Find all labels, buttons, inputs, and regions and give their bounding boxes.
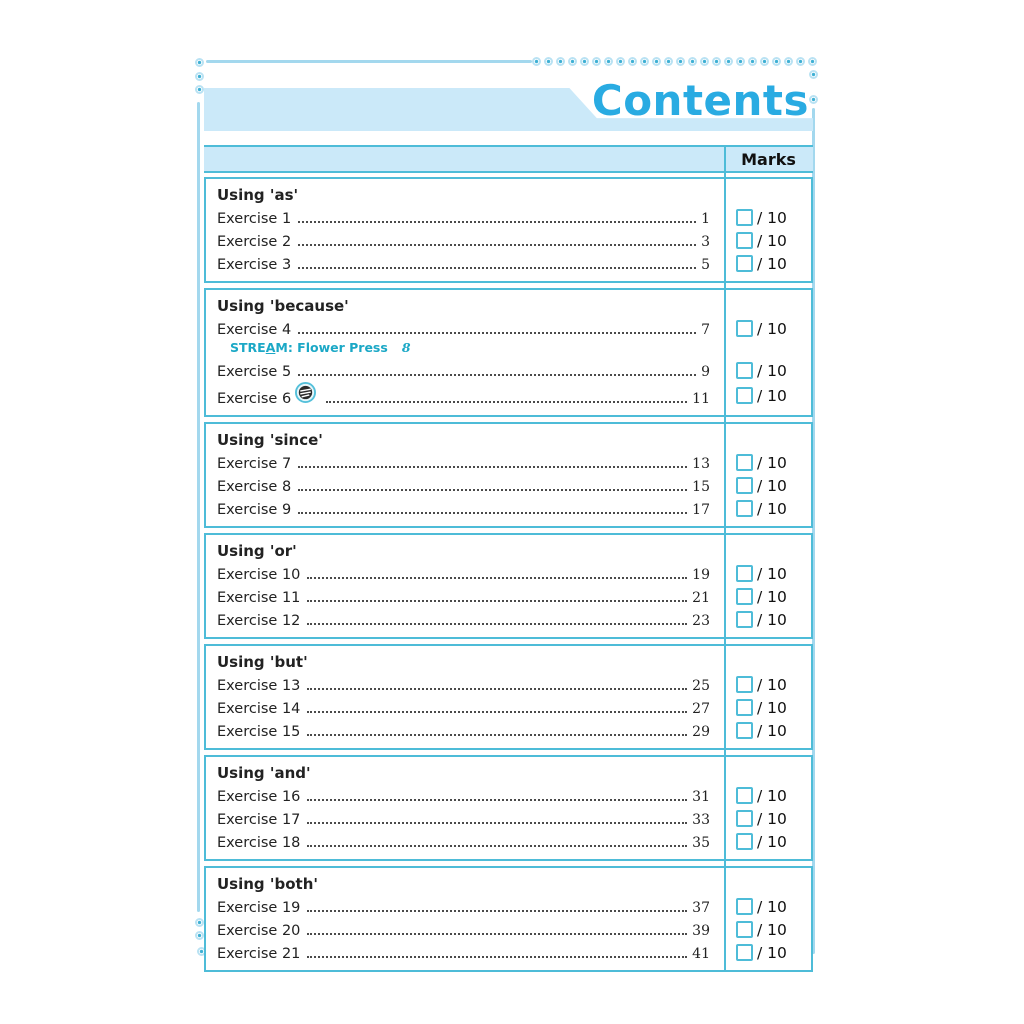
section-heading: Using 'but': [217, 653, 308, 671]
border-dots: [532, 57, 817, 66]
marks-checkbox[interactable]: [736, 477, 753, 494]
exercise-label: Exercise 13: [217, 678, 301, 694]
toc-section: [204, 422, 813, 528]
marks-denominator: / 10: [757, 721, 787, 740]
exercise-content: [206, 608, 722, 631]
marks-cell: [722, 918, 811, 941]
section-heading-row: [206, 871, 811, 895]
border-dots: [195, 58, 204, 94]
section-heading-cell: [206, 427, 722, 451]
marks-denominator: / 10: [757, 361, 787, 380]
marks-denominator: / 10: [757, 453, 787, 472]
exercise-row: [206, 497, 811, 520]
border-dot: [628, 57, 637, 66]
section-heading-cell: [206, 871, 722, 895]
marks-denominator: / 10: [757, 809, 787, 828]
marks-denominator: / 10: [757, 587, 787, 606]
page-number: 39: [692, 923, 710, 939]
dotted-leader: [307, 623, 687, 625]
border-dot: [640, 57, 649, 66]
section-heading: Using 'and': [217, 764, 311, 782]
border-dot: [748, 57, 757, 66]
marks-cell: [722, 830, 811, 853]
dotted-leader: [298, 374, 696, 376]
dotted-leader: [307, 910, 687, 912]
exercise-row: [206, 784, 811, 807]
border-dot: [592, 57, 601, 66]
dotted-leader: [307, 822, 687, 824]
exercise-label: Exercise 12: [217, 613, 301, 629]
stream-note-suffix: M: Flower Press: [275, 340, 388, 355]
marks-checkbox[interactable]: [736, 787, 753, 804]
exercise-row: [206, 673, 811, 696]
exercise-row: [206, 206, 811, 229]
marks-cell-empty: [722, 871, 811, 895]
exercise-content: [206, 206, 722, 229]
marks-cell-empty: [722, 649, 811, 673]
marks-header-row: [204, 145, 813, 173]
exercise-content: [206, 941, 722, 964]
marks-checkbox[interactable]: [736, 699, 753, 716]
marks-checkbox[interactable]: [736, 611, 753, 628]
page-number: 13: [692, 456, 710, 472]
marks-cell-empty: [722, 538, 811, 562]
exercise-row: [206, 807, 811, 830]
exercise-row: [206, 474, 811, 497]
marks-cell: [722, 807, 811, 830]
marks-header: Marks: [741, 149, 796, 169]
border-dot: [195, 72, 204, 81]
dotted-leader: [307, 933, 687, 935]
toc-section: [204, 866, 813, 972]
exercise-label: Exercise 5: [217, 364, 292, 380]
section-heading-cell: [206, 293, 722, 317]
exercise-content: [206, 562, 722, 585]
marks-cell: [722, 673, 811, 696]
frame-line: [206, 60, 532, 63]
exercise-label: Exercise 21: [217, 946, 301, 962]
dotted-leader: [298, 332, 696, 334]
exercise-content: [206, 784, 722, 807]
section-heading-cell: [206, 182, 722, 206]
marks-cell: [722, 229, 811, 252]
section-heading: Using 'as': [217, 186, 299, 204]
section-heading-row: [206, 538, 811, 562]
page-number: 25: [692, 678, 710, 694]
exercise-label: Exercise 15: [217, 724, 301, 740]
frame-line: [197, 102, 200, 912]
exercise-content: [206, 719, 722, 742]
marks-denominator: / 10: [757, 610, 787, 629]
marks-denominator: / 10: [757, 319, 787, 338]
border-dot: [688, 57, 697, 66]
exercise-content: [206, 895, 722, 918]
marks-checkbox[interactable]: [736, 810, 753, 827]
exercise-row: [206, 229, 811, 252]
exercise-row: [206, 918, 811, 941]
exercise-content: [206, 317, 722, 340]
section-heading: Using 'since': [217, 431, 323, 449]
section-heading: Using 'because': [217, 297, 349, 315]
border-dot: [664, 57, 673, 66]
border-dot: [736, 57, 745, 66]
toc-section: [204, 177, 813, 283]
border-dot: [712, 57, 721, 66]
dotted-leader: [307, 711, 687, 713]
border-dot: [532, 57, 541, 66]
marks-denominator: / 10: [757, 231, 787, 250]
toc-section: [204, 533, 813, 639]
page-number: 3: [701, 234, 710, 250]
section-heading-row: [206, 293, 811, 317]
marks-denominator: / 10: [757, 832, 787, 851]
border-dot: [652, 57, 661, 66]
border-dot: [195, 85, 204, 94]
border-dot: [809, 70, 818, 79]
marks-cell-empty: [722, 293, 811, 317]
exercise-content: [206, 474, 722, 497]
border-dot: [556, 57, 565, 66]
exercise-label: Exercise 8: [217, 479, 292, 495]
border-dot: [568, 57, 577, 66]
marks-cell: [722, 451, 811, 474]
stream-note-content: [206, 340, 722, 359]
marks-cell: [722, 784, 811, 807]
marks-cell-empty: [722, 182, 811, 206]
dotted-leader: [298, 267, 696, 269]
border-dot: [616, 57, 625, 66]
page-number: 27: [692, 701, 710, 717]
page-number: 1: [701, 211, 710, 227]
marks-checkbox[interactable]: [736, 209, 753, 226]
marks-checkbox[interactable]: [736, 454, 753, 471]
marks-cell: [722, 895, 811, 918]
page-number: 5: [701, 257, 710, 273]
marks-checkbox[interactable]: [736, 500, 753, 517]
marks-checkbox[interactable]: [736, 833, 753, 850]
section-heading-row: [206, 427, 811, 451]
border-dot: [808, 57, 817, 66]
page-number: 17: [692, 502, 710, 518]
border-dot: [784, 57, 793, 66]
exercise-content: [206, 451, 722, 474]
marks-cell: [722, 359, 811, 382]
dotted-leader: [307, 600, 687, 602]
marks-column-divider: [724, 145, 726, 972]
page-number: 29: [692, 724, 710, 740]
border-dot: [796, 57, 805, 66]
exercise-row: [206, 382, 811, 409]
toc-sections: [204, 177, 813, 972]
marks-cell: [722, 206, 811, 229]
exercise-label: Exercise 14: [217, 701, 301, 717]
exercise-label: Exercise 17: [217, 812, 301, 828]
exercise-label: Exercise 19: [217, 900, 301, 916]
exercise-row: [206, 608, 811, 631]
exercise-content: [206, 918, 722, 941]
marks-cell: [722, 608, 811, 631]
dotted-leader: [298, 244, 696, 246]
exercise-label: Exercise 3: [217, 257, 292, 273]
page-number: 23: [692, 613, 710, 629]
marks-denominator: / 10: [757, 476, 787, 495]
stamp-icon: [295, 382, 316, 407]
marks-denominator: / 10: [757, 920, 787, 939]
marks-checkbox[interactable]: [736, 387, 753, 404]
marks-cell: [722, 585, 811, 608]
marks-cell: [722, 941, 811, 964]
marks-cell-empty: [722, 340, 811, 359]
stream-note-underlined-letter: A: [265, 340, 276, 355]
marks-cell-empty: [722, 760, 811, 784]
page-number: 7: [701, 322, 710, 338]
section-heading-row: [206, 760, 811, 784]
page-number: 15: [692, 479, 710, 495]
page-number: 41: [692, 946, 710, 962]
contents-table: [204, 145, 813, 972]
exercise-label: Exercise 18: [217, 835, 301, 851]
exercise-content: [206, 673, 722, 696]
exercise-content: [206, 807, 722, 830]
dotted-leader: [307, 845, 687, 847]
section-heading: Using 'both': [217, 875, 318, 893]
stream-note-prefix: STRE: [230, 340, 266, 355]
section-heading: Using 'or': [217, 542, 297, 560]
marks-cell: [722, 696, 811, 719]
marks-denominator: / 10: [757, 897, 787, 916]
page-number: 11: [692, 391, 710, 407]
dotted-leader: [298, 221, 696, 223]
marks-cell: [722, 317, 811, 340]
marks-cell: [722, 719, 811, 742]
marks-denominator: / 10: [757, 564, 787, 583]
border-dot: [604, 57, 613, 66]
exercise-content: [206, 252, 722, 275]
marks-cell: [722, 252, 811, 275]
marks-denominator: / 10: [757, 698, 787, 717]
exercise-content: [206, 585, 722, 608]
exercise-row: [206, 252, 811, 275]
exercise-label: Exercise 20: [217, 923, 301, 939]
exercise-content: [206, 359, 722, 382]
stream-note-row: [206, 340, 811, 359]
border-dot: [700, 57, 709, 66]
dotted-leader: [307, 734, 687, 736]
exercise-label: Exercise 2: [217, 234, 292, 250]
border-dot: [724, 57, 733, 66]
border-dot: [195, 918, 204, 927]
marks-checkbox[interactable]: [736, 944, 753, 961]
marks-checkbox[interactable]: [736, 232, 753, 249]
marks-denominator: / 10: [757, 254, 787, 273]
exercise-label: Exercise 6: [217, 391, 292, 407]
marks-cell: [722, 474, 811, 497]
exercise-row: [206, 941, 811, 964]
marks-denominator: / 10: [757, 943, 787, 962]
dotted-leader: [326, 401, 687, 403]
border-dot: [544, 57, 553, 66]
dotted-leader: [298, 489, 687, 491]
toc-section: [204, 288, 813, 417]
marks-checkbox[interactable]: [736, 676, 753, 693]
border-dot: [195, 931, 204, 940]
sheet: [204, 76, 813, 972]
exercise-label: Exercise 9: [217, 502, 292, 518]
page-number: 35: [692, 835, 710, 851]
dotted-leader: [307, 688, 687, 690]
page-number: 19: [692, 567, 710, 583]
exercise-row: [206, 359, 811, 382]
dotted-leader: [298, 512, 687, 514]
exercise-label: Exercise 4: [217, 322, 292, 338]
marks-checkbox[interactable]: [736, 320, 753, 337]
toc-section: [204, 755, 813, 861]
exercise-content: [206, 497, 722, 520]
section-heading-cell: [206, 649, 722, 673]
border-dot: [676, 57, 685, 66]
marks-checkbox[interactable]: [736, 255, 753, 272]
page-number: 9: [701, 364, 710, 380]
section-heading-row: [206, 649, 811, 673]
border-dot: [195, 58, 204, 67]
exercise-row: [206, 451, 811, 474]
page-title: Contents: [591, 76, 809, 125]
dotted-leader: [307, 799, 687, 801]
toc-section: [204, 644, 813, 750]
exercise-content: [206, 229, 722, 252]
stream-note: [217, 340, 411, 355]
marks-denominator: / 10: [757, 386, 787, 405]
marks-header-spacer: [204, 147, 724, 171]
exercise-row: [206, 830, 811, 853]
exercise-row: [206, 585, 811, 608]
marks-cell: [722, 562, 811, 585]
exercise-row: [206, 317, 811, 340]
exercise-label: Exercise 1: [217, 211, 292, 227]
marks-denominator: / 10: [757, 786, 787, 805]
exercise-row: [206, 696, 811, 719]
border-dot: [772, 57, 781, 66]
dotted-leader: [307, 956, 687, 958]
marks-checkbox[interactable]: [736, 921, 753, 938]
exercise-row: [206, 719, 811, 742]
dotted-leader: [307, 577, 687, 579]
border-dot: [760, 57, 769, 66]
exercise-label: Exercise 11: [217, 590, 301, 606]
marks-cell-empty: [722, 427, 811, 451]
marks-checkbox[interactable]: [736, 898, 753, 915]
marks-checkbox[interactable]: [736, 722, 753, 739]
stream-note-page: 8: [401, 340, 411, 355]
page-number: 31: [692, 789, 710, 805]
border-dot: [580, 57, 589, 66]
section-heading-row: [206, 182, 811, 206]
exercise-content: [206, 382, 722, 409]
section-heading-cell: [206, 538, 722, 562]
page-number: 21: [692, 590, 710, 606]
marks-cell: [722, 497, 811, 520]
marks-denominator: / 10: [757, 675, 787, 694]
marks-checkbox[interactable]: [736, 565, 753, 582]
exercise-row: [206, 562, 811, 585]
exercise-label: Exercise 10: [217, 567, 301, 583]
section-heading-cell: [206, 760, 722, 784]
exercise-label: Exercise 7: [217, 456, 292, 472]
exercise-content: [206, 830, 722, 853]
page-number: 37: [692, 900, 710, 916]
exercise-label: Exercise 16: [217, 789, 301, 805]
exercise-content: [206, 696, 722, 719]
marks-checkbox[interactable]: [736, 588, 753, 605]
page-number: 33: [692, 812, 710, 828]
marks-denominator: / 10: [757, 499, 787, 518]
dotted-leader: [298, 466, 687, 468]
exercise-row: [206, 895, 811, 918]
marks-cell: [722, 382, 811, 409]
border-dots: [195, 918, 204, 940]
marks-denominator: / 10: [757, 208, 787, 227]
contents-banner: [204, 76, 813, 131]
marks-checkbox[interactable]: [736, 362, 753, 379]
